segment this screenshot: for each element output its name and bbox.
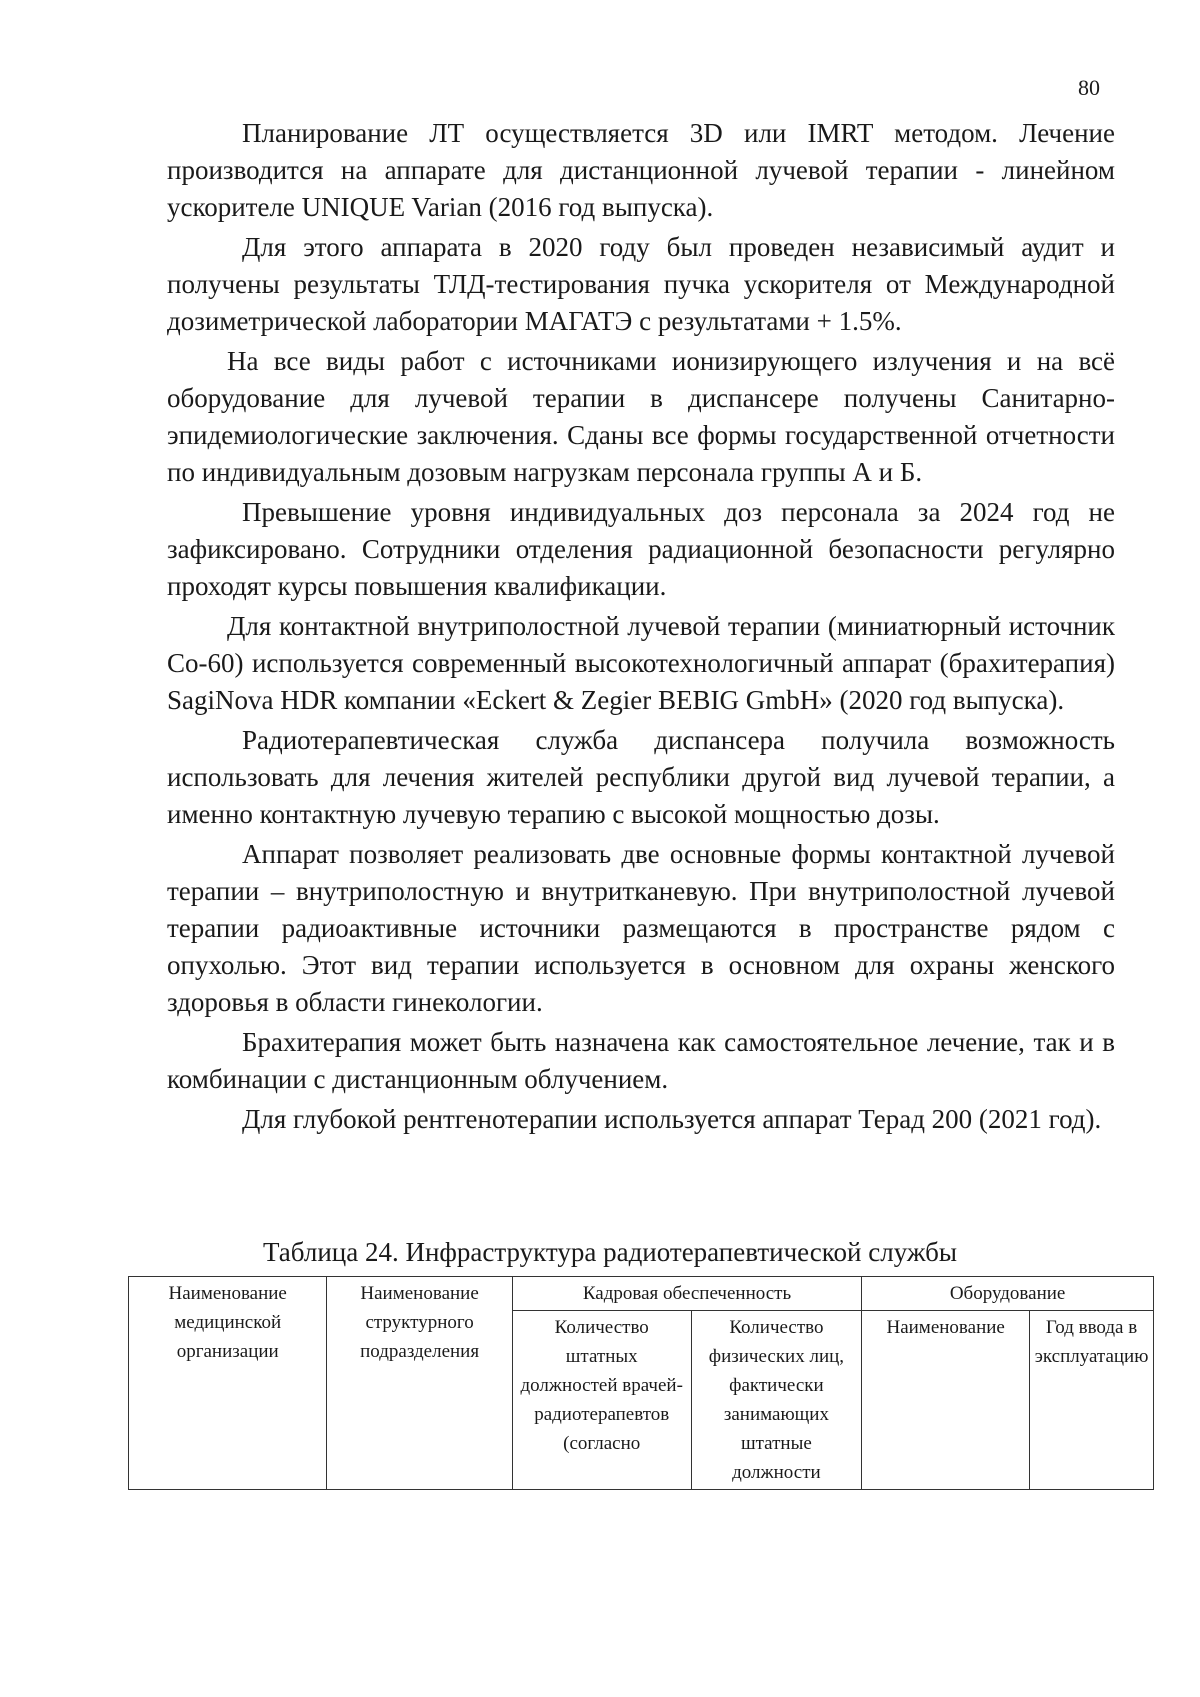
header-org-name: Наименование медицинской организации [129,1277,327,1490]
infrastructure-table [128,1276,1154,1490]
paragraph-brachytherapy-device: Для контактной внутриполостной лучевой терапии (миниатюрный источник Со-60) используется современный высокотехнологичный аппарат (брахитерапия) SagiNova HDR компании «Eckert & Zegier BEBIG GmbH» (2020 год выпуска). [167,611,1115,715]
paragraph-audit: Для этого аппарата в 2020 году был проведен независимый аудит и получены результаты ТЛД-тестирования пучка ускорителя от Международной дозиметрической лаборатории МАГАТЭ с результатами + 1.5%. [167,232,1115,336]
paragraph-planning: Планирование ЛТ осуществляется 3D или IMRT методом. Лечение производится на аппарате для дистанционной лучевой терапии - линейном ускорителе UNIQUE Varian (2016 год выпуска). [167,118,1115,222]
header-staffing: Кадровая обеспеченность [512,1277,861,1311]
paragraph-sanitary: На все виды работ с источниками ионизирующего излучения и на всё оборудование для лучевой терапии в диспансере получены Санитарно-эпидемиологические заключения. Сданы все формы государственной отчетности по индивидуальным дозовым нагрузкам персонала группы А и Б. [167,346,1115,487]
header-commission-year: Год ввода в эксплуатацию [1030,1311,1154,1490]
table-header-row [129,1277,1154,1311]
header-equipment-name: Наименование [862,1311,1030,1490]
paragraph-brachytherapy-use: Брахитерапия может быть назначена как самостоятельное лечение, так и в комбинации с дистанционным облучением. [167,1027,1115,1094]
table-caption: Таблица 24. Инфраструктура радиотерапевтической службы [262,1237,958,1267]
header-unit-name: Наименование структурного подразделения [327,1277,512,1490]
header-staff-positions: Количество штатных должностей врачей-радиотерапевтов (согласно [512,1311,691,1490]
paragraph-device-forms: Аппарат позволяет реализовать две основные формы контактной лучевой терапии – внутриполостную и внутритканевую. При внутриполостной лучевой терапии радиоактивные источники размещаются в пространстве рядом с опухолью. Этот вид терапии используется в основном для охраны женского здоровья в области гинекологии. [167,839,1115,1017]
paragraph-xray-therapy: Для глубокой рентгенотерапии используется аппарат Терад 200 (2021 год). [242,1104,1102,1134]
paragraph-dose-levels: Превышение уровня индивидуальных доз персонала за 2024 год не зафиксировано. Сотрудники отделения радиационной безопасности регулярно проходят курсы повышения квалификации. [167,497,1115,601]
body-text [167,115,1115,1141]
paragraph-radiotherapy-service: Радиотерапевтическая служба диспансера получила возможность использовать для лечения жителей республики другой вид лучевой терапии, а именно контактную лучевую терапию с высокой мощностью дозы. [167,725,1115,829]
page-number: 80 [1078,75,1100,100]
header-equipment: Оборудование [862,1277,1154,1311]
header-staff-persons: Количество физических лиц, фактически занимающих штатные должности [691,1311,862,1490]
